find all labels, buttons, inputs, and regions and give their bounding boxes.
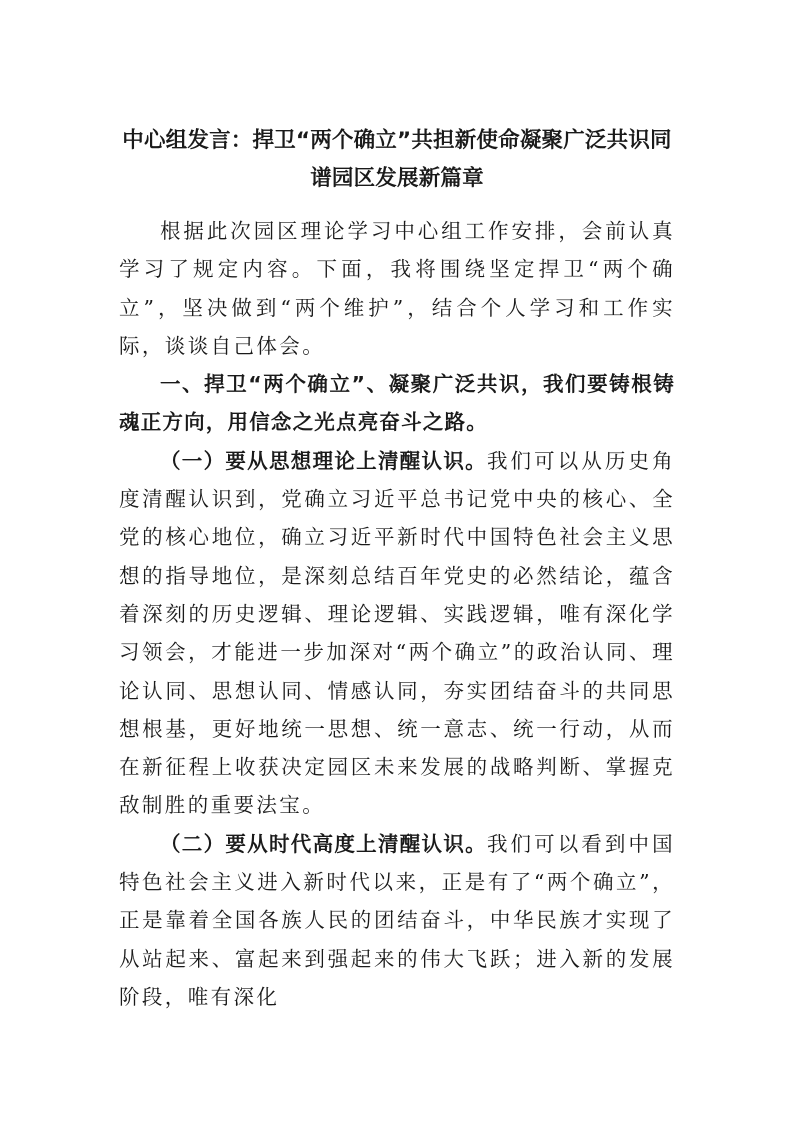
subsection-2-paragraph (119, 825, 675, 1016)
title-line-1: 中心组发言：捍卫“两个确立”共担新使命凝聚广泛共识同 (122, 128, 672, 153)
subsection-2-body: 我们可以看到中国特色社会主义进入新时代以来，正是有了“两个确立”，正是靠着全国各族人民的团结奋斗，中华民族才实现了从站起来、富起来到强起来的伟大飞跃；进入新的发展阶段，唯有深化 (119, 831, 676, 1009)
intro-paragraph: 根据此次园区理论学习中心组工作安排，会前认真学习了规定内容。下面，我将围绕坚定捍卫“两个确立”，坚决做到“两个维护”，结合个人学习和工作实际，谈谈自己体会。 (119, 219, 675, 358)
subsection-1-paragraph (119, 442, 675, 825)
subsection-1-lead: （一）要从思想理论上清醒认识。 (160, 448, 487, 473)
section-1-heading: 一、捍卫“两个确立”、凝聚广泛共识，我们要铸根铸魂正方向，用信念之光点亮奋斗之路。 (119, 372, 675, 435)
title-line-2: 谱园区发展新篇章 (310, 166, 484, 191)
subsection-1-body: 我们可以从历史角度清醒认识到，党确立习近平总书记党中央的核心、全党的核心地位，确立习近平新时代中国特色社会主义思想的指导地位，是深刻总结百年党史的必然结论，蕴含着深刻的历史逻辑、理论逻辑、实践逻辑，唯有深化学习领会，才能进一步加深对“两个确立”的政治认同、理论认同、思想认同、情感认同，夯实团结奋斗的共同思想根基，更好地统一思想、统一意志、统一行动，从而在新征程上收获决定园区未来发展的战略判断、掌握克敌制胜的重要法宝。 (119, 448, 676, 818)
subsection-2-lead: （二）要从时代高度上清醒认识。 (160, 831, 487, 856)
document-page (119, 122, 675, 1016)
document-title (119, 122, 675, 198)
